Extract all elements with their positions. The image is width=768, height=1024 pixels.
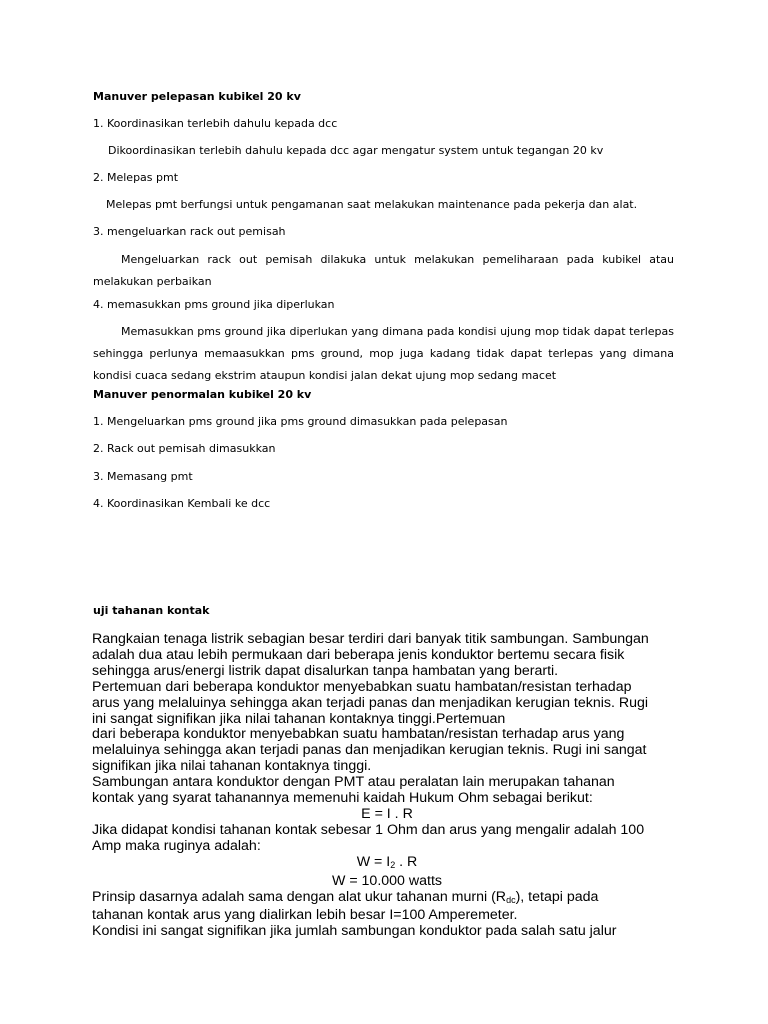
body-line: Amp maka ruginya adalah: [92,837,261,854]
section1-step4: 4. memasukkan pms ground jika diperlukan [93,298,335,311]
body-line: kontak yang syarat tahanannya memenuhi kaidah Hukum Ohm sebagai berikut: [92,790,593,807]
section3-title: uji tahanan kontak [93,604,210,617]
body-line: ini sangat signifikan jika nilai tahanan kontaknya tinggi.Pertemuan [92,710,506,727]
body-line: tahanan kontak arus yang dialirkan lebih besar I=100 Amperemeter. [92,907,518,924]
section1-step3: 3. mengeluarkan rack out pemisah [93,225,286,238]
body-line: Rangkaian tenaga listrik sebagian besar terdiri dari banyak titik sambungan. Sambungan [92,631,649,647]
body-line: Pertemuan dari beberapa konduktor menyebabkan suatu hambatan/resistan terhadap [92,678,632,695]
formula-power [92,855,682,874]
body-line: adalah dua atau lebih permukaan dari beberapa jenis konduktor bertemu secara fisik [92,646,625,663]
formula-power-left: W = I [356,853,391,870]
body-line: Jika didapat kondisi tahanan kontak sebesar 1 Ohm dan arus yang mengalir adalah 100 [92,821,645,838]
formula-power-right: . R [395,853,418,870]
body-line: melaluinya sehingga akan terjadi panas dan menjadikan kerugian teknis. Rugi ini sangat [92,742,647,759]
body-line: Sambungan antara konduktor dengan PMT atau peralatan lain merupakan tahanan [92,774,615,791]
body-line [92,890,682,909]
section3-body [92,632,682,940]
section1-step4-desc: Memasukkan pms ground jika diperlukan yang dimana pada kondisi ujung mop tidak dapat terlepas sehingga perlunya memaasukkan pms ground, mop juga kadang tidak dapat terlepas yang dimana kondisi cuaca sedang ekstrim ataupun kondisi jalan dekat ujung mop sedang macet [93,325,674,382]
body-line: signifikan jika nilai tahanan kontaknya tinggi. [92,758,372,775]
body-line: sehingga arus/energi listrik dapat disalurkan tanpa hambatan yang berarti. [92,662,559,679]
body-line-part: Prinsip dasarnya adalah sama dengan alat ukur tahanan murni (R [92,888,507,905]
body-line-part: ), tetapi pada [515,888,599,905]
formula-ohm: E = I . R [361,805,413,822]
section2-step: 3. Memasang pmt [93,470,193,483]
section1-step3-desc: Mengeluarkan rack out pemisah dilakuka untuk melakukan pemeliharaan pada kubikel atau melakukan perbaikan [93,253,674,288]
section1-title: Manuver pelepasan kubikel 20 kv [93,90,301,103]
formula-power-subscript: 2 [390,859,396,870]
body-line: dari beberapa konduktor menyebabkan suatu hambatan/resistan terhadap arus yang [92,726,625,743]
rdc-subscript: dc [506,894,516,905]
section1-step1-desc: Dikoordinasikan terlebih dahulu kepada dcc agar mengatur system untuk tegangan 20 kv [108,144,604,157]
body-line: Kondisi ini sangat signifikan jika jumlah sambungan konduktor pada salah satu jalur [92,923,617,940]
section1-step2: 2. Melepas pmt [93,171,179,184]
section2-step: 2. Rack out pemisah dimasukkan [93,442,276,455]
section1-step2-desc: Melepas pmt berfungsi untuk pengamanan saat melakukan maintenance pada pekerja dan alat. [106,198,638,211]
section2-title: Manuver penormalan kubikel 20 kv [93,388,312,401]
formula-result: W = 10.000 watts [331,872,442,889]
section2-step: 1. Mengeluarkan pms ground jika pms ground dimasukkan pada pelepasan [93,415,508,428]
section1-step1: 1. Koordinasikan terlebih dahulu kepada dcc [93,117,338,130]
section2-step: 4. Koordinasikan Kembali ke dcc [93,497,271,510]
body-line: arus yang melaluinya sehingga akan terjadi panas dan menjadikan kerugian teknis. Rugi [92,694,649,711]
